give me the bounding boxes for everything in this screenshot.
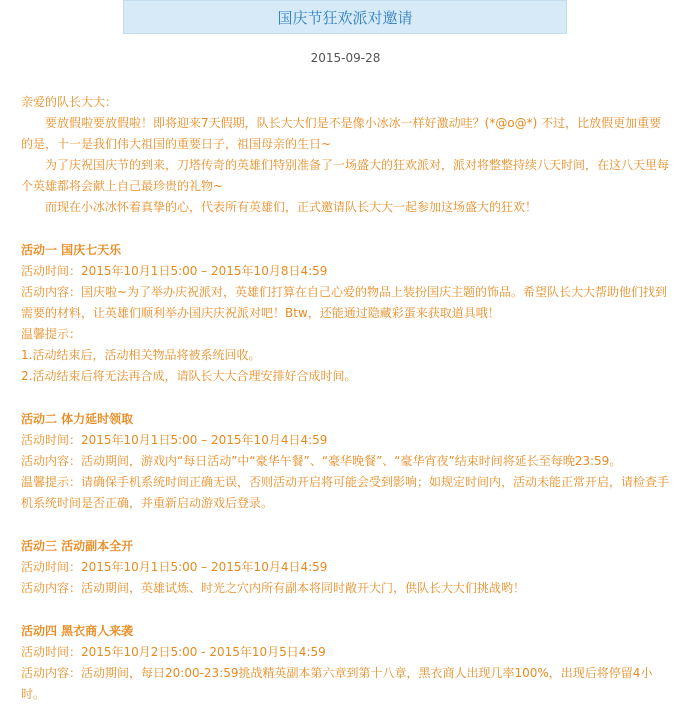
greeting: 亲爱的队长大大： xyxy=(21,95,118,109)
intro-paragraph-1: 要放假啦要放假啦！即将迎来7天假期，队长大大们是不是像小冰冰一样好激动哇？(*@o@*) 不过，比放假更加重要的是，十一是我们伟大祖国的重要日子，祖国母亲的生日~ xyxy=(21,116,662,151)
activity-3-content: 活动内容：活动期间，英雄试炼、时光之穴内所有副本将同时敞开大门，供队长大大们挑战哟！ xyxy=(21,581,526,595)
intro-paragraph-2: 为了庆祝国庆节的到来，刀塔传奇的英雄们特别准备了一场盛大的狂欢派对，派对将整整持续八天时间，在这八天里每个英雄都将会献上自己最珍贵的礼物~ xyxy=(21,158,670,193)
activity-1-time: 活动时间：2015年10月1日5:00 – 2015年10月8日4:59 xyxy=(21,264,328,278)
activity-3-time: 活动时间：2015年10月1日5:00 – 2015年10月4日4:59 xyxy=(21,560,328,574)
activity-4-content: 活动内容：活动期间，每日20:00-23:59挑战精英副本第六章到第十八章，黑衣商人出现几率100%，出现后将停留4小时。 xyxy=(21,666,653,701)
activity-1-tip-1: 1.活动结束后，活动相关物品将被系统回收。 xyxy=(21,348,261,362)
activity-1-tip-label: 温馨提示： xyxy=(21,327,82,341)
activity-4-title: 活动四 黑衣商人来袭 xyxy=(21,624,134,638)
activity-2-content: 活动内容：活动期间，游戏内“每日活动”中“豪华午餐”、“豪华晚餐”、“豪华宵夜”结束时间将延长至每晚23:59。 xyxy=(21,454,622,468)
activity-1-tip-2: 2.活动结束后将无法再合成，请队长大大合理安排好合成时间。 xyxy=(21,369,357,383)
activity-2-tip: 温馨提示：请确保手机系统时间正确无误，否则活动开启将可能会受到影响；如规定时间内，活动未能正常开启，请检查手机系统时间是否正确，并重新启动游戏后登录。 xyxy=(21,475,670,510)
activity-2-title: 活动二 体力延时领取 xyxy=(21,412,134,426)
publish-date: 2015-09-28 xyxy=(310,51,381,65)
intro-paragraph-3: 而现在小冰冰怀着真挚的心，代表所有英雄们，正式邀请队长大大一起参加这场盛大的狂欢！ xyxy=(45,200,538,214)
activity-1-title: 活动一 国庆七天乐 xyxy=(21,243,122,257)
activity-2-time: 活动时间：2015年10月1日5:00 – 2015年10月4日4:59 xyxy=(21,433,328,447)
activity-1-content: 活动内容：国庆啦~为了举办庆祝派对，英雄们打算在自己心爱的物品上装扮国庆主题的饰品。希望队长大大帮助他们找到需要的材料，让英雄们顺利举办国庆庆祝派对吧！Btw，还能通过隐藏彩蛋来获取道具哦！ xyxy=(21,285,668,320)
page-title-bar xyxy=(123,0,567,34)
page-title: 国庆节狂欢派对邀请 xyxy=(277,8,413,27)
article-body xyxy=(21,92,671,705)
activity-4-time: 活动时间：2015年10月2日5:00 - 2015年10月5日4:59 xyxy=(21,645,326,659)
activity-3-title: 活动三 活动副本全开 xyxy=(21,539,134,553)
